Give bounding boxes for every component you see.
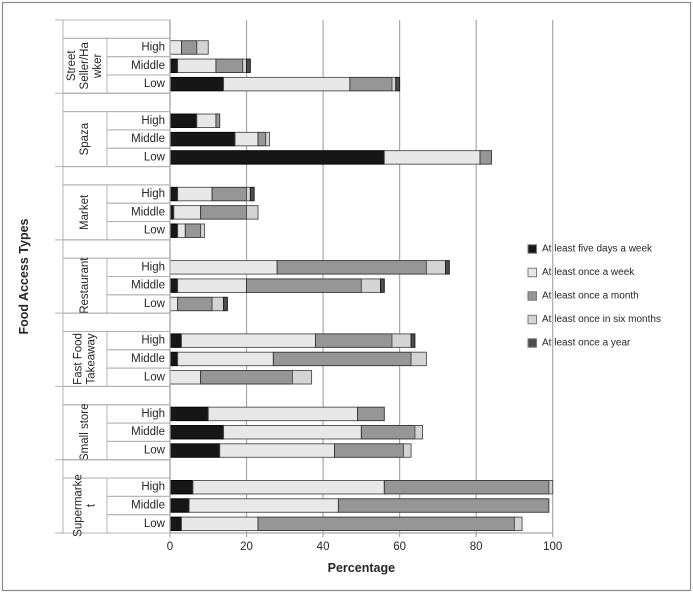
bar-segment [193, 480, 384, 494]
row-label: Low [143, 297, 165, 310]
bar-segment [170, 499, 189, 512]
bar-segment [247, 59, 251, 73]
bar-segment [514, 517, 522, 531]
row-label: Low [143, 224, 165, 237]
legend-label: At least once a month [542, 290, 639, 302]
bar-segment [446, 261, 450, 275]
legend-item [528, 338, 631, 349]
bar-segment [392, 77, 396, 91]
bar-segment [224, 425, 362, 439]
bar-segment [247, 206, 258, 220]
row-label: Low [143, 151, 165, 164]
tick-label: 40 [316, 541, 330, 553]
bar-segment [411, 352, 426, 366]
bar-segment [212, 297, 223, 311]
bar-segment [266, 132, 270, 146]
group-label: Supermarke [72, 474, 85, 537]
bar-segment [178, 297, 212, 311]
group-label: Small store [79, 403, 91, 461]
bar-segment [415, 425, 423, 439]
legend-swatch [528, 268, 537, 277]
bar-segment [335, 444, 404, 458]
label-spacer-cell [63, 93, 170, 111]
row-label: High [141, 334, 165, 347]
bar-segment [197, 114, 216, 128]
label-spacer-cell [63, 313, 170, 331]
bar-segment [224, 297, 228, 311]
bar-segment [403, 444, 411, 458]
bar-segment [277, 261, 426, 275]
row-label: Middle [131, 59, 165, 72]
legend-label: At least once a week [542, 267, 635, 278]
bar-segment [181, 334, 315, 348]
row-label: High [141, 407, 165, 420]
legend [528, 244, 661, 349]
bar-segment [170, 59, 178, 73]
bar-segment [247, 279, 362, 293]
legend-item [528, 267, 635, 278]
bar-segment [212, 187, 246, 201]
bar-segment [170, 334, 181, 348]
row-label: Middle [131, 133, 165, 146]
bar-segment [338, 499, 548, 512]
bar-segment [178, 352, 274, 366]
bar-segment [197, 41, 208, 55]
legend-swatch [528, 245, 537, 254]
bar-segment [170, 444, 220, 458]
row-label: Middle [131, 279, 165, 292]
bar-segment [170, 517, 181, 531]
bar-segment [220, 444, 335, 458]
bar-segment [361, 279, 380, 293]
bar-segment [170, 151, 384, 165]
legend-label: At least once in six months [542, 314, 661, 325]
group-label: t [85, 503, 98, 508]
bar-segment [178, 279, 247, 293]
row-label: High [141, 41, 165, 54]
tick-label: 80 [469, 541, 483, 553]
tick-label: 0 [166, 541, 174, 553]
row-label: High [141, 261, 165, 274]
bar-segment [170, 41, 181, 55]
bar-segment [426, 261, 445, 275]
bar-segment [189, 499, 338, 512]
bar-segment [216, 59, 243, 73]
tick-label: 60 [393, 541, 407, 553]
bar-segment [350, 77, 392, 91]
bar-segment [216, 114, 220, 128]
bar-segment [170, 371, 201, 385]
bar-segment [292, 371, 311, 385]
legend-swatch [528, 315, 537, 324]
row-label: High [141, 188, 165, 201]
group-label: Fast Food [72, 333, 85, 385]
bar-segment [480, 151, 491, 165]
row-label: Middle [131, 426, 165, 439]
bar-segment [208, 407, 357, 421]
row-label: Middle [131, 206, 165, 219]
bar-segment [181, 41, 196, 55]
bar-segment [258, 517, 514, 531]
bar-segment [384, 151, 480, 165]
bar-segment [392, 334, 411, 348]
row-label: Low [143, 78, 165, 91]
bar-segment [358, 407, 385, 421]
bar-segment [235, 132, 258, 146]
bar-segment [170, 279, 178, 293]
bar-segment [315, 334, 392, 348]
legend-item [528, 244, 653, 255]
bar-segment [170, 224, 178, 238]
bar-segment [170, 352, 178, 366]
group-label: Restaurant [79, 257, 91, 314]
x-axis-title: Percentage [327, 561, 396, 575]
bar-segment [170, 261, 277, 275]
group-label: Takeaway [85, 333, 98, 385]
bar-segment [170, 407, 208, 421]
tick-label: 100 [543, 541, 563, 553]
bar-segment [247, 187, 251, 201]
label-spacer-cell [63, 167, 170, 185]
bar-segment [384, 480, 549, 494]
row-label: Middle [131, 499, 165, 512]
bar-segment [170, 480, 193, 494]
legend-swatch [528, 292, 537, 301]
bar-segment [181, 517, 258, 531]
bar-segment [549, 480, 553, 494]
group-label: Spaza [79, 122, 91, 156]
legend-swatch [528, 339, 537, 348]
row-label: Low [143, 371, 165, 384]
bar-segment [224, 77, 350, 91]
bar-segment [178, 59, 216, 73]
group-label: Seller/Ha [79, 42, 91, 90]
legend-item [528, 314, 661, 325]
bar-segment [201, 224, 205, 238]
group-label: Street [66, 50, 78, 82]
bar-segment [170, 425, 224, 439]
legend-label: At least five days a week [542, 243, 653, 255]
bar-segment [170, 187, 178, 201]
row-label: High [141, 481, 165, 494]
label-spacer-cell [63, 386, 170, 404]
bar-segment [170, 77, 224, 91]
bar-segment [170, 114, 197, 128]
bar-segment [170, 132, 235, 146]
tick-label: 20 [240, 541, 253, 553]
bar-segment [243, 59, 247, 73]
bar-segment [185, 224, 200, 238]
bar-segment [250, 187, 254, 201]
group-label: Market [79, 194, 91, 230]
row-label: Low [143, 444, 165, 457]
row-label: High [141, 114, 165, 127]
label-spacer-cell [63, 20, 170, 38]
bar-segment [258, 132, 266, 146]
group-label: wker [92, 53, 104, 78]
bar-segment [201, 371, 293, 385]
label-spacer-cell [63, 240, 170, 258]
row-label: Middle [131, 352, 165, 365]
bar-segment [380, 279, 384, 293]
bar-segment [174, 206, 201, 220]
bar-segment [411, 334, 415, 348]
bar-segment [273, 352, 411, 366]
bar-segment [178, 224, 186, 238]
bar-segment [201, 206, 247, 220]
bar-segment [178, 187, 212, 201]
y-axis-title: Food Access Types [17, 218, 31, 335]
row-label: Low [143, 517, 165, 530]
bar-segment [361, 425, 415, 439]
bar-segment [170, 297, 178, 311]
bar-segment [396, 77, 400, 91]
legend-label: At least once a year [542, 337, 631, 349]
legend-item [528, 291, 639, 302]
